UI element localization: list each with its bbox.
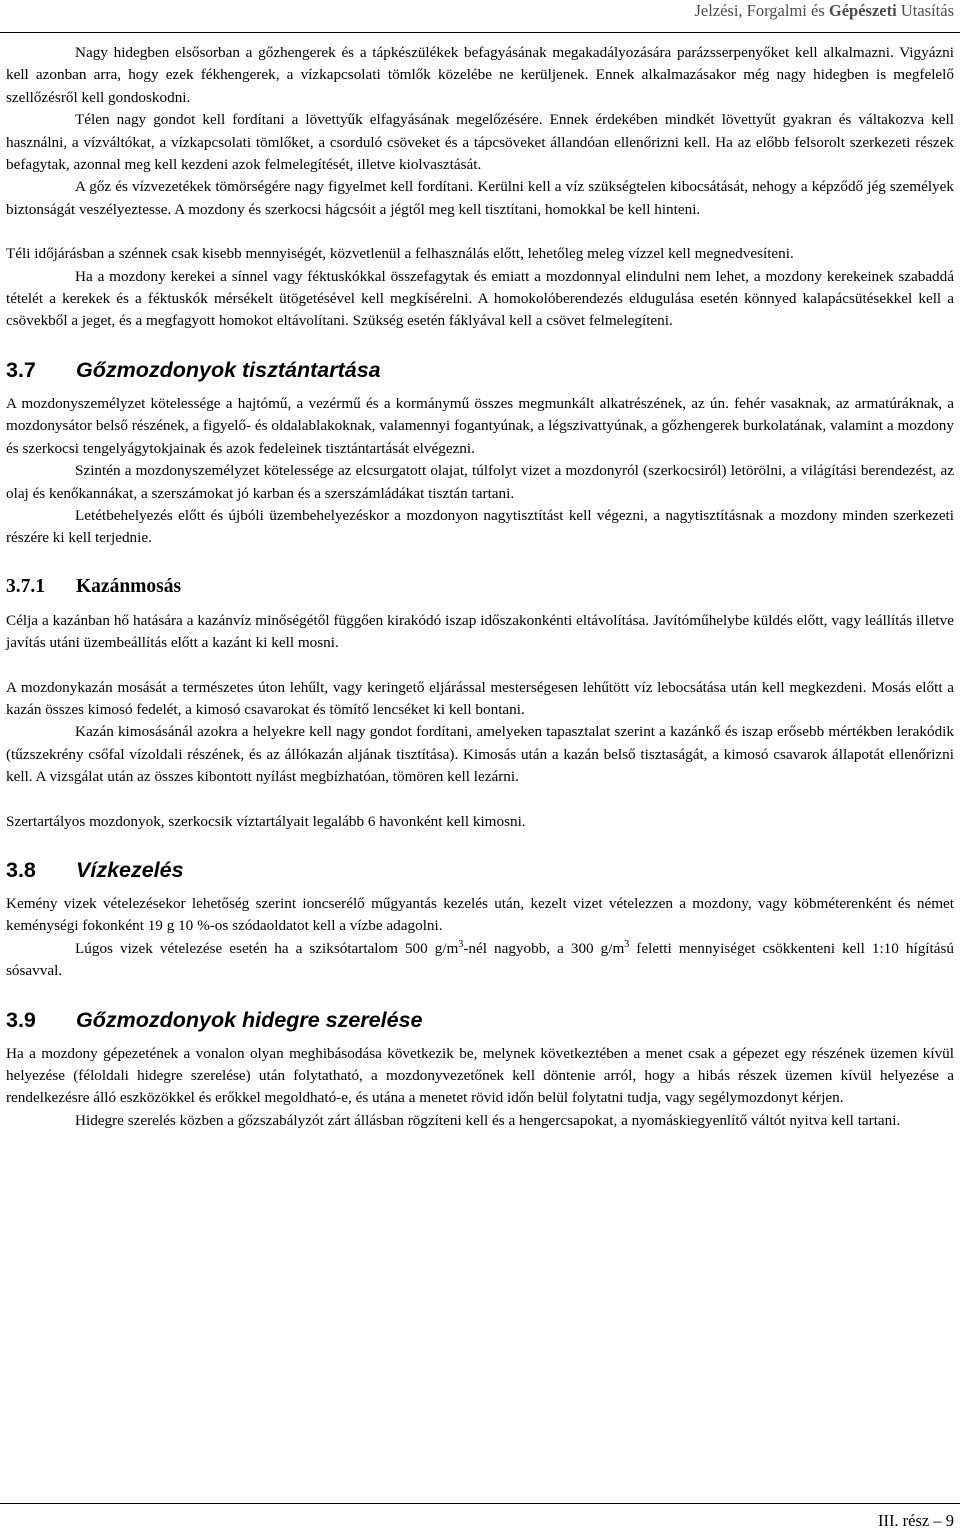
paragraph: Kemény vizek vételezésekor lehetőség szerint ioncserélő műgyantás kezelés után, kezelt vizet vételezzen a mozdony, vagy köbméterenként és német keménységi fokonként 19 g 10 %-os szódaoldatot kell a vízbe adagolni. bbox=[6, 894, 954, 935]
page-header bbox=[0, 0, 960, 33]
paragraph: Szertartályos mozdonyok, szerkocsik víztartályait legalább 6 havonként kell kimosni. bbox=[6, 812, 526, 830]
section-number: 3.7.1 bbox=[6, 575, 45, 597]
running-title-bold: Gépészeti bbox=[828, 1, 897, 20]
superscript: 3 bbox=[458, 938, 464, 950]
paragraph: A mozdonykazán mosását a természetes úton lehűlt, vagy keringető eljárással mesterségesen lehűtött víz lebocsátása után kell megkezdeni. Mosás előtt a kazán összes kimosó fedelét, a kimosó csavarokat és tömítő lencséket ki kell bontani. bbox=[6, 678, 954, 718]
paragraph: Kazán kimosásánál azokra a helyekre kell nagy gondot fordítani, amelyeken tapasztalat szerint a kazánkő és iszap erősebb mértékben lerakódik (tűzszekrény csőfal vízoldali részének, és az állókazán aljának tisztítása). Kimosás után a kazán belső tisztaságát, a kimosó csavarok állapotát ellenőrizni kell. A vizsgálat után az összes kibontott nyílást megbízhatóan, tömören kell lezárni. bbox=[6, 723, 954, 786]
section-title: Gőzmozdonyok tisztántartása bbox=[76, 357, 381, 382]
text-run: feletti mennyiséget csökkenteni kell 1:10 hígítású sósavval. bbox=[6, 939, 954, 980]
text-run: Lúgos vizek vételezése esetén ha a sziksótartalom 500 g/m bbox=[75, 939, 459, 957]
section-title: Gőzmozdonyok hidegre szerelése bbox=[76, 1007, 423, 1032]
running-title-prefix: Jelzési, Forgalmi és bbox=[694, 1, 829, 20]
section-title: Vízkezelés bbox=[76, 857, 184, 882]
paragraph: Ha a mozdony kerekei a sínnel vagy féktuskókkal összefagytak és emiatt a mozdonnyal elindulni nem lehet, a mozdony kerekeinek szabaddá tételét a kerekek és a féktuskók mérsékelt ütögetésével kell megkísérelni. A homokolóberendezés eldugulása esetén könnyed kalapácsütésekkel kell a csövekből a jeget, és a megfagyott homokot eltávolítani. Szükség esetén fáklyával kell a csövet felmelegíteni. bbox=[6, 267, 954, 330]
page-footer bbox=[0, 1503, 960, 1534]
running-title bbox=[694, 0, 954, 22]
section-heading-3-7-1 bbox=[6, 572, 954, 602]
section-heading-3-7 bbox=[6, 355, 954, 385]
paragraph: Hidegre szerelés közben a gőzszabályzót zárt állásban rögzíteni kell és a hengercsapokat, a nyomáskiegyenlítő váltót nyitva kell tartani. bbox=[75, 1111, 901, 1129]
section-number: 3.9 bbox=[6, 1007, 36, 1032]
paragraph: A mozdonyszemélyzet kötelessége a hajtómű, a vezérmű és a kormánymű összes megmunkált alkatrészének, az ún. fehér vasaknak, az armatúráknak, a mozdonysátor belső részének, a figyelő- és oldalablakoknak, valamennyi fogantyúnak, a légszivattyúnak, a gőzhengerek burkolatának, valamint a mozdony és szerkocsi tengelyágytokjainak és azok fedeleinek tisztántartását elvégezni. bbox=[6, 394, 954, 457]
superscript: 3 bbox=[624, 938, 630, 950]
page-number: III. rész – 9 bbox=[877, 1511, 954, 1530]
paragraph: Télen nagy gondot kell fordítani a lövettyűk elfagyásának megelőzésére. Ennek érdekében mindkét lövettyűt gyakran és váltakozva kell használni, a vízváltókat, a vízkapcsolati tömlőket, a csorduló csöveket és a tápcsöveket állandóan ellenőrizni kell. Ha az előbb felsorolt szerkezeti részek befagytak, azonnal meg kell kezdeni azok felmelegítését, illetve kiolvasztását. bbox=[6, 111, 954, 174]
section-heading-3-9 bbox=[6, 1005, 954, 1035]
paragraph bbox=[6, 938, 954, 983]
page-body bbox=[6, 42, 954, 1132]
paragraph: Szintén a mozdonyszemélyzet kötelessége az elcsurgatott olajat, túlfolyt vizet a mozdonyról (szerkocsiról) letörölni, a világítási berendezést, az olaj és kenőkannákat, a szerszámokat jó karban és a szerszámládákat tisztán tartani. bbox=[6, 462, 954, 502]
paragraph: A gőz és vízvezetékek tömörségére nagy figyelmet kell fordítani. Kerülni kell a víz szükségtelen kibocsátását, nehogy a képződő jég személyek biztonságát veszélyeztesse. A mozdony és szerkocsi hágcsóit a jégtől meg kell tisztítani, homokkal be kell hinteni. bbox=[6, 178, 954, 218]
paragraph: Célja a kazánban hő hatására a kazánvíz minőségétől függően kirakódó iszap időszakonkénti eltávolítása. Javítóműhelybe küldés előtt, vagy leállítás illetve javítás utáni üzembeállítás előtt a kazánt ki kell mosni. bbox=[6, 611, 954, 652]
paragraph: Ha a mozdony gépezetének a vonalon olyan meghibásodása következik be, melynek következtében a menet csak a gépezet egy részének üzemen kívül helyezése (féloldali hidegre szerelése) után folytatható, a mozdonyvezetőnek kell döntenie arról, hogy a hibás részek üzemen kívül helyezése a rendelkezésre álló eszközökkel és erőkkel megoldható-e, és utána a menetet rövid időn belül folytatni tudja, vagy segélymozdonyt kérjen. bbox=[6, 1044, 954, 1107]
section-number: 3.7 bbox=[6, 357, 36, 382]
paragraph: Téli időjárásban a szénnek csak kisebb mennyiségét, közvetlenül a felhasználás előtt, lehetőleg meleg vízzel kell megnedvesíteni. bbox=[6, 245, 794, 263]
paragraph: Letétbehelyezés előtt és újbóli üzembehelyezéskor a mozdonyon nagytisztítást kell végezni, a nagytisztításnak a mozdony minden szerkezeti részére ki kell terjednie. bbox=[6, 506, 954, 547]
section-number: 3.8 bbox=[6, 857, 36, 882]
running-title-suffix: Utasítás bbox=[896, 1, 954, 20]
paragraph: Nagy hidegben elsősorban a gőzhengerek és a tápkészülékek befagyásának megakadályozására parázsserpenyőket kell alkalmazni. Vigyázni kell azonban arra, hogy ezek fékhengerek, a vízkapcsolati tömlők közelébe ne kerüljenek. Ennek alkalmazásakor még nagy hidegben is megfelelő szellőzésről kell gondoskodni. bbox=[6, 44, 954, 106]
section-title: Kazánmosás bbox=[76, 575, 182, 597]
section-heading-3-8 bbox=[6, 855, 954, 885]
text-run: -nél nagyobb, a 300 g/m bbox=[463, 939, 625, 957]
